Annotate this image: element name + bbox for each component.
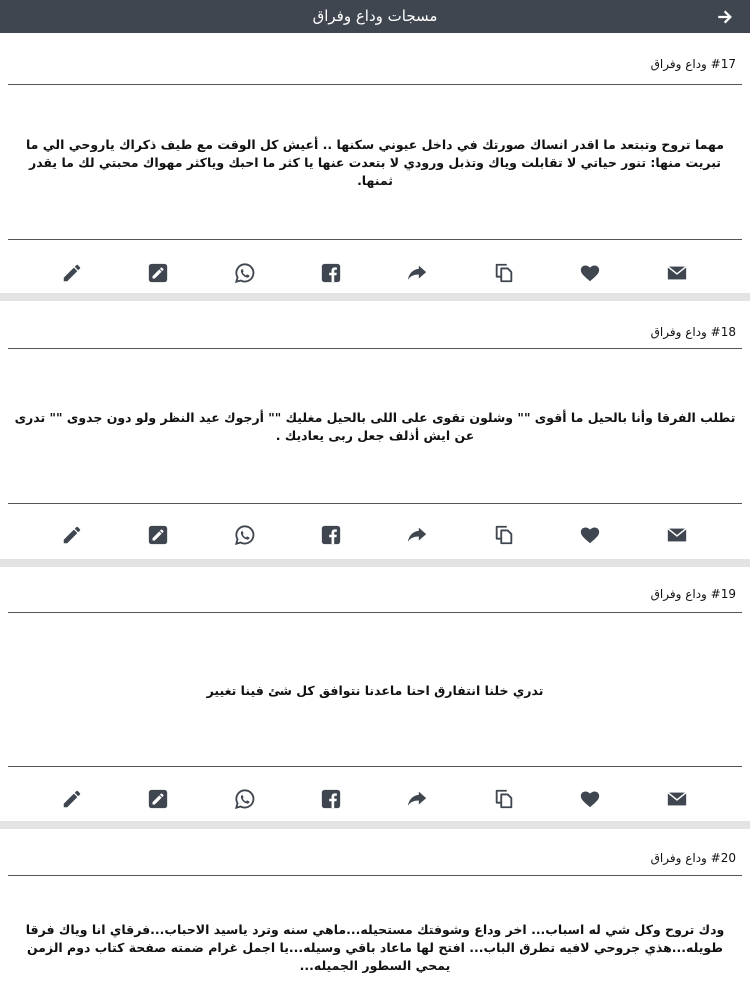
- message-number: #20 وداع وفراق: [650, 851, 736, 865]
- copy-icon[interactable]: [493, 524, 515, 546]
- share-icon[interactable]: [406, 262, 428, 284]
- page-title: مسجات وداع وفراق: [312, 7, 438, 25]
- message-number: #18 وداع وفراق: [650, 325, 736, 339]
- message-body: [14, 921, 736, 1001]
- email-icon[interactable]: [666, 524, 688, 546]
- message-body: [14, 357, 736, 497]
- edit-box-icon[interactable]: [147, 524, 169, 546]
- message-header: [0, 301, 750, 351]
- favorite-heart-icon[interactable]: [579, 788, 601, 810]
- card-separator: [0, 293, 750, 301]
- divider: [8, 84, 742, 85]
- favorite-heart-icon[interactable]: [579, 524, 601, 546]
- app-header: [0, 0, 750, 33]
- divider: [8, 875, 742, 876]
- edit-box-icon[interactable]: [147, 262, 169, 284]
- edit-icon[interactable]: [61, 262, 83, 284]
- edit-icon[interactable]: [61, 524, 83, 546]
- message-body: [14, 93, 736, 233]
- share-icon[interactable]: [406, 788, 428, 810]
- message-number: #17 وداع وفراق: [650, 57, 736, 71]
- message-card: [0, 829, 750, 1000]
- message-actions: [0, 509, 750, 561]
- divider: [8, 766, 742, 767]
- divider: [8, 503, 742, 504]
- card-separator: [0, 821, 750, 829]
- message-card: [0, 33, 750, 293]
- message-card: [0, 567, 750, 821]
- message-text: مهما تروح وتبتعد ما اقدر انساك صورتك في داخل عيوني سكنها .. أعيش كل الوقت مع طيف ذكراك ياروحي الي ما تبريت منها: تنور حياتي لا تقابلت وياك وتذبل ورودي لا بتعدت عنها يا كثر ما احبك وياكثر مهواك محبتي لك ما يقدر ثمنها.: [25, 137, 725, 188]
- share-icon[interactable]: [406, 524, 428, 546]
- edit-box-icon[interactable]: [147, 788, 169, 810]
- message-card: [0, 301, 750, 559]
- facebook-icon[interactable]: [320, 524, 342, 546]
- message-header: [0, 567, 750, 617]
- divider: [8, 612, 742, 613]
- message-text: ودك تروح وكل شي له اسباب... اخر وداع وشوفتك مستحيله...ماهي سنه وترد ياسيد الاحباب...فرقاي انا وياك فرقا طويله...هذي جروحي لافيه تطرق الباب... افتح لها ماعاد باقي وسيله...يا اجمل غرام ضمته صفحة كتاب دوم الزمن يمحي السطور الجميله...: [25, 922, 725, 973]
- message-actions: [0, 247, 750, 299]
- facebook-icon[interactable]: [320, 262, 342, 284]
- message-body: [14, 621, 736, 761]
- whatsapp-icon[interactable]: [234, 524, 256, 546]
- divider: [8, 348, 742, 349]
- whatsapp-icon[interactable]: [234, 788, 256, 810]
- message-header: [0, 829, 750, 879]
- whatsapp-icon[interactable]: [234, 262, 256, 284]
- message-text: تطلب الفرقا وأنا بالحيل ما أقوى "" وشلون تقوى على اللى بالحيل مغليك "" أرجوك عيد النظر ولو دون جدوى "" تدرى عن ايش أذلف جعل ربى يعاديك .: [14, 410, 736, 443]
- card-separator: [0, 559, 750, 567]
- email-icon[interactable]: [666, 788, 688, 810]
- message-header: [0, 33, 750, 83]
- message-text: تدري خلنا انتفارق احنا ماعدنا نتوافق كل شئ فينا تغيير: [206, 683, 544, 698]
- email-icon[interactable]: [666, 262, 688, 284]
- copy-icon[interactable]: [493, 262, 515, 284]
- edit-icon[interactable]: [61, 788, 83, 810]
- arrow-right-icon[interactable]: [716, 8, 734, 26]
- copy-icon[interactable]: [493, 788, 515, 810]
- divider: [8, 239, 742, 240]
- favorite-heart-icon[interactable]: [579, 262, 601, 284]
- message-number: #19 وداع وفراق: [650, 587, 736, 601]
- message-actions: [0, 773, 750, 825]
- facebook-icon[interactable]: [320, 788, 342, 810]
